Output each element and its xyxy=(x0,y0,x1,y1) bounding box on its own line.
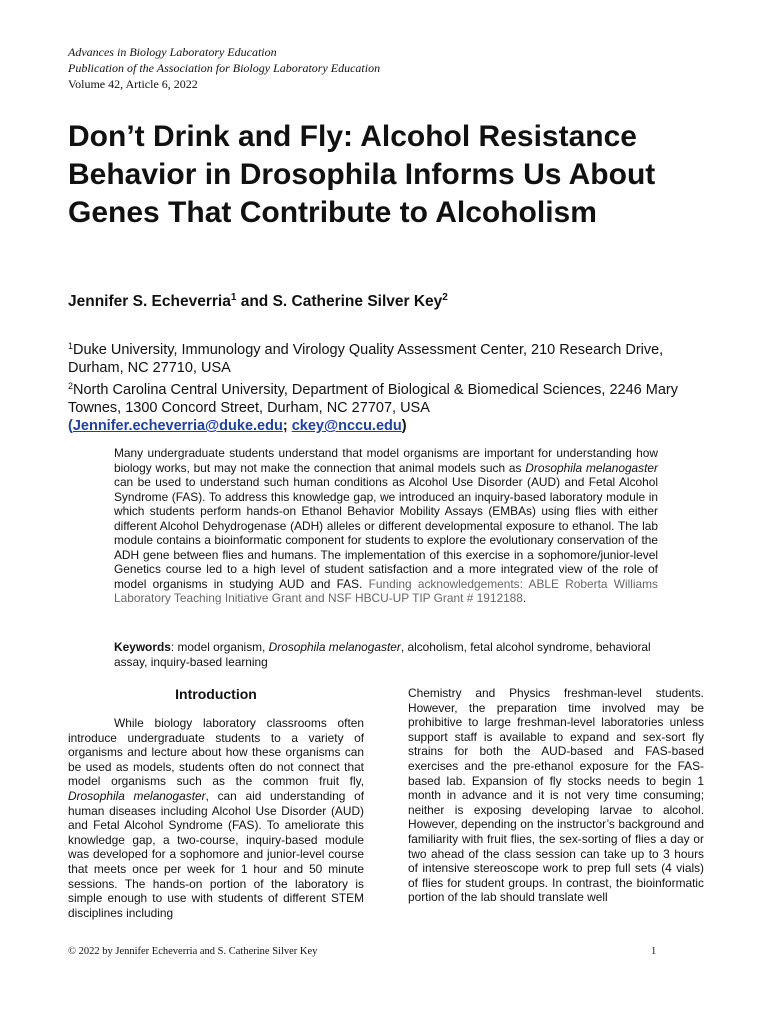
email-link-duke[interactable]: Jennifer.echeverria@duke.edu xyxy=(72,418,283,434)
journal-header xyxy=(68,44,708,92)
journal-volume: Volume 42, Article 6, 2022 xyxy=(68,77,198,91)
affiliation-1-text: Duke University, Immunology and Virology Quality Assessment Center, 210 Research Drive, Durham, NC 27710, USA xyxy=(68,342,664,376)
affiliations xyxy=(68,337,708,435)
intro-species-italic: Drosophila melanogaster xyxy=(68,788,206,803)
left-column xyxy=(68,684,364,920)
affiliation-2 xyxy=(68,377,708,417)
affiliation-1 xyxy=(68,337,708,377)
keywords-text-1: : model organism, xyxy=(170,640,269,654)
author-line xyxy=(68,292,708,311)
journal-publisher: Publication of the Association for Biology Laboratory Education xyxy=(68,61,381,75)
keywords-text-2: , alcoholism, fetal alcohol syndrome, behavioral assay, inquiry-based learning xyxy=(114,640,651,669)
introduction-paragraph xyxy=(68,716,364,920)
open-paren: ( xyxy=(68,418,73,434)
keywords xyxy=(114,640,658,670)
keywords-label: Keywords xyxy=(114,640,171,654)
abstract-species-italic: Drosophila melanogaster xyxy=(525,460,658,475)
copyright-notice: © 2022 by Jennifer Echeverria and S. Catherine Silver Key xyxy=(68,946,318,957)
abstract-end: . xyxy=(522,591,527,606)
affiliation-2-text: North Carolina Central University, Department of Biological & Biomedical Sciences, 2246 Mary Townes, 1300 Concord Street, Durham, NC 27707, USA xyxy=(68,382,678,416)
funding-acknowledgement: Funding acknowledgements: ABLE Roberta Williams Laboratory Teaching Initiative Grant and NSF HBCU-UP TIP Grant # 1912188 xyxy=(114,576,658,606)
author-1-affiliation-mark: 1 xyxy=(230,292,237,303)
intro-text-1: While biology laboratory classrooms often introduce undergraduate students to a variety of organisms and lecture about how these organisms can be used as models, students often do not connect that model organisms such as the common fruit fly, xyxy=(68,716,364,789)
close-paren: ) xyxy=(401,418,407,434)
email-separator: ; xyxy=(282,418,292,434)
author-2: S. Catherine Silver Key xyxy=(272,293,443,310)
contact-emails xyxy=(68,417,708,435)
affiliation-1-mark: 1 xyxy=(68,341,74,351)
email-link-nccu[interactable]: ckey@nccu.edu xyxy=(291,418,402,434)
author-1: Jennifer S. Echeverria xyxy=(68,293,231,310)
page-number: 1 xyxy=(651,946,657,957)
keywords-species-italic: Drosophila melanogaster xyxy=(268,640,401,654)
affiliation-2-mark: 2 xyxy=(68,381,74,391)
abstract xyxy=(114,446,658,606)
journal-name: Advances in Biology Laboratory Education xyxy=(68,45,277,59)
intro-text-2: , can aid understanding of human diseases including Alcohol Use Disorder (AUD) and Fetal Alcohol Syndrome (FAS). To ameliorate this knowledge gap, a two-course, inquiry-based module was developed for a sophomore and junior-level course that meets once per week for 1 hour and 50 minute sessions. The hands-on portion of the laboratory is simple enough to use with students of different STEM disciplines including xyxy=(68,788,364,920)
author-conjunction: and xyxy=(236,293,273,310)
abstract-text-1: Many undergraduate students understand that model organisms are important for understanding how biology works, but may not make the connection that animal models such as xyxy=(114,446,658,475)
author-2-affiliation-mark: 2 xyxy=(442,292,448,303)
abstract-text-2: can be used to understand such human conditions as Alcohol Use Disorder (AUD) and Fetal Alcohol Syndrome (FAS). To address this knowledge gap, we introduced an inquiry-based laboratory module in which students perform hands-on Ethanol Behavior Mobility Assays (EMBAs) using flies with either different Alcohol Dehydrogenase (ADH) alleles or different developmental exposure to ethanol. The lab module contains a bioinformatic component for students to explore the evolutionary conservation of the ADH gene between flies and humans. The implementation of this exercise in a sophomore/junior-level Genetics course led to a high level of student satisfaction and a more integrated view of the role of model organisms in studying AUD and FAS. xyxy=(114,475,658,591)
article-title: Don’t Drink and Fly: Alcohol Resistance Behavior in Drosophila Informs Us About Genes That Contribute to Alcoholism xyxy=(68,120,656,229)
right-column-paragraph: Chemistry and Physics freshman-level students. However, the preparation time involved may be prohibitive to large freshman-level laboratories unless support staff is available to expand and sex-sort fly strains for both the AUD-based and FAS-based exercises and the pre-ethanol exposure for the FAS-based lab. Expansion of fly stocks needs to begin 1 month in advance and it is not very time consuming; neither is exposing developing larvae to alcohol. However, depending on the instructor’s background and familiarity with fruit flies, the sex-sorting of flies a day or two ahead of the class session can take up to 3 hours of intensive stereoscope work to prep full sets (4 vials) of flies for student groups. In contrast, the bioinformatic portion of the lab should translate well xyxy=(408,686,704,905)
introduction-heading: Introduction xyxy=(175,686,257,702)
